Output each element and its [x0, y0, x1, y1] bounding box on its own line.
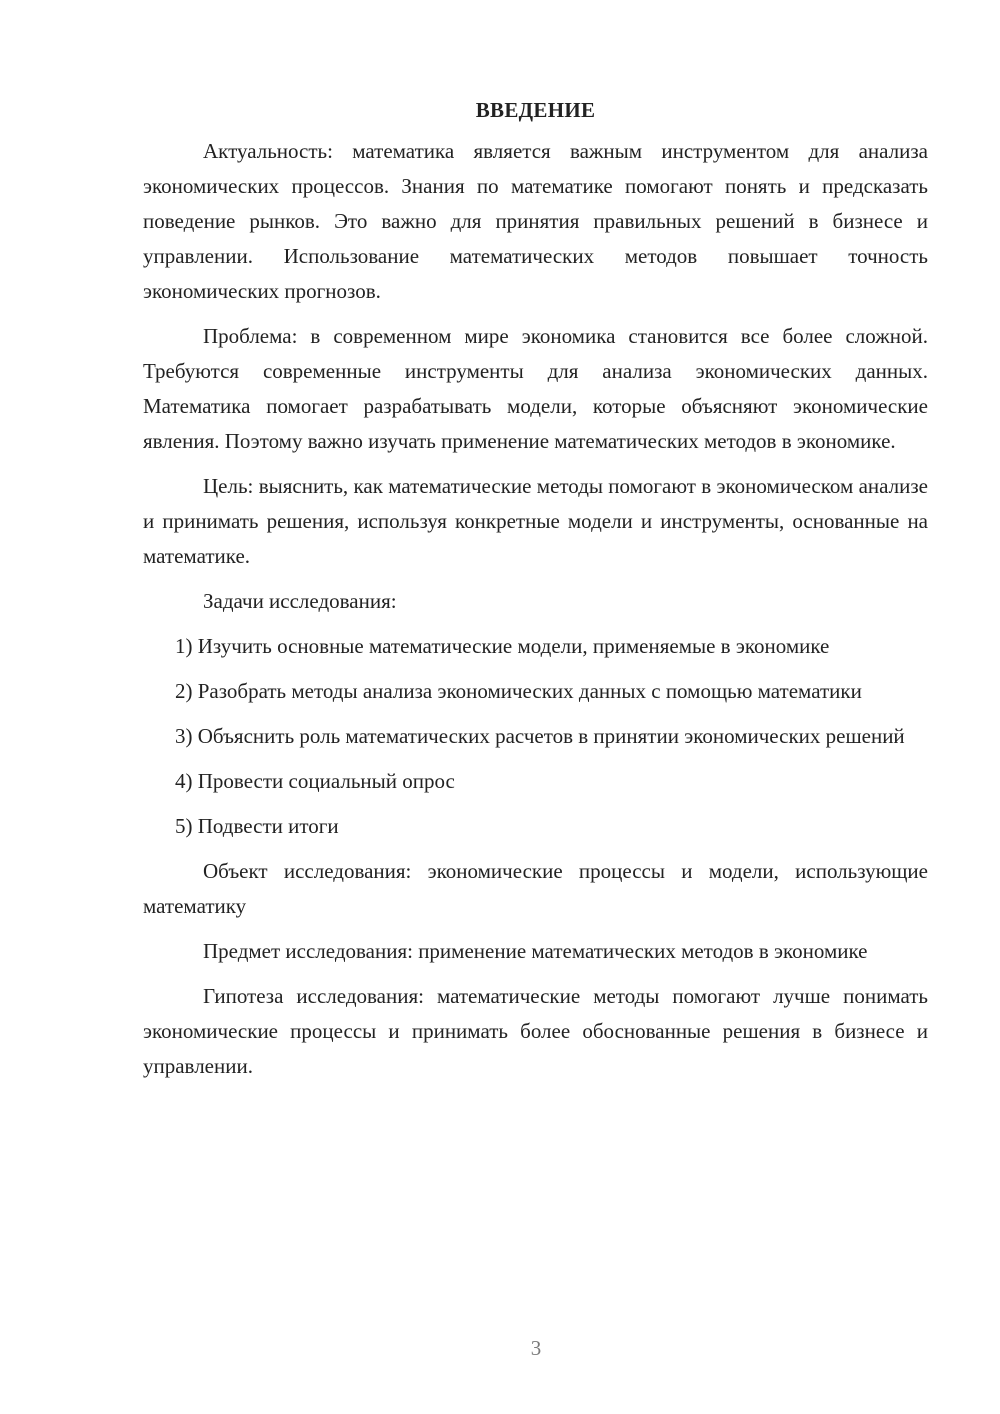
object-paragraph: Объект исследования: экономические процессы и модели, использующие математику — [143, 859, 928, 918]
task-item-2: 2) Разобрать методы анализа экономических данных с помощью математики — [175, 679, 862, 703]
goal-paragraph: Цель: выяснить, как математические методы помогают в экономическом анализе и принимать решения, используя конкретные модели и инструменты, основанные на математике. — [143, 474, 928, 568]
section-title: ВВЕДЕНИЕ — [475, 98, 596, 122]
page-number: 3 — [530, 1336, 542, 1360]
task-item-5: 5) Подвести итоги — [175, 814, 339, 838]
task-item-1: 1) Изучить основные математические модели, применяемые в экономике — [175, 634, 830, 658]
page-content — [143, 96, 928, 1094]
problem-paragraph: Проблема: в современном мире экономика становится все более сложной. Требуются современные инструменты для анализа экономических данных. Математика помогает разрабатывать модели, которые объясняют экономические явления. Поэтому важно изучать применение математических методов в экономике. — [143, 324, 928, 453]
relevance-paragraph: Актуальность: математика является важным инструментом для анализа экономических процессов. Знания по математике помогают понять и предсказать поведение рынков. Это важно для принятия правильных решений в бизнесе и управлении. Использование математических методов повышает точность экономических прогнозов. — [143, 139, 928, 303]
hypothesis-paragraph: Гипотеза исследования: математические методы помогают лучше понимать экономические процессы и принимать более обоснованные решения в бизнесе и управлении. — [143, 984, 928, 1078]
subject-paragraph: Предмет исследования: применение математических методов в экономике — [203, 939, 868, 963]
tasks-heading: Задачи исследования: — [203, 589, 397, 613]
task-item-3: 3) Объяснить роль математических расчетов в принятии экономических решений — [175, 724, 905, 748]
task-item-4: 4) Провести социальный опрос — [175, 769, 455, 793]
